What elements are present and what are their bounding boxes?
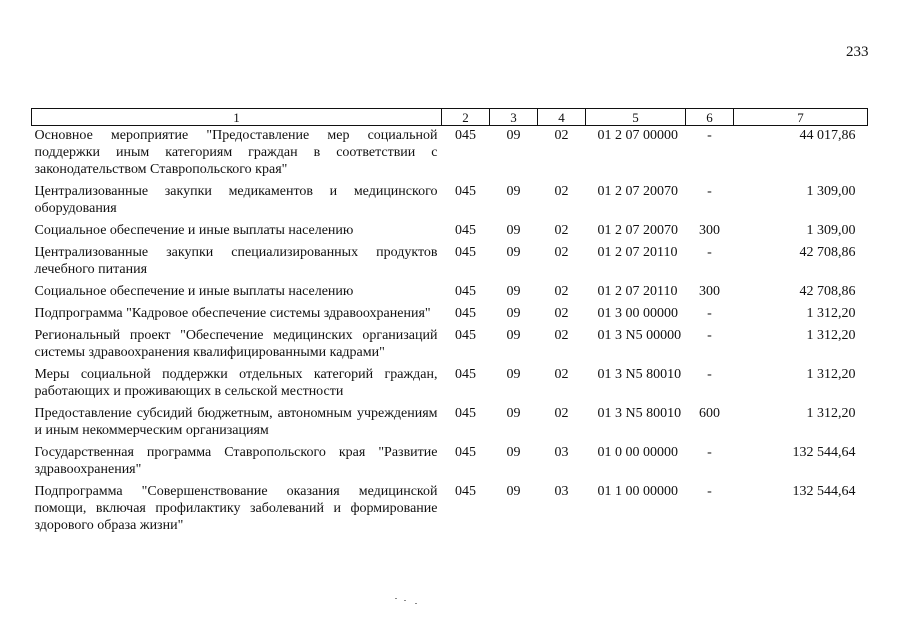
amount-cell: 44 017,86 — [799, 128, 856, 143]
section-code-cell: 09 — [506, 328, 521, 343]
ministry-code-cell: 045 — [455, 223, 476, 238]
target-article-cell: 01 1 00 00000 — [597, 484, 678, 499]
amount-cell: 42 708,86 — [799, 284, 856, 299]
amount-cell: 1 312,20 — [806, 328, 856, 343]
target-article-cell: 01 2 07 20110 — [597, 284, 678, 299]
subsection-code-cell: 03 — [554, 445, 569, 460]
section-code-cell: 09 — [506, 128, 521, 143]
row-name-cell: Основное мероприятие "Предоставление мер социальной поддержки иным категориям граждан в соответствии с законодательством Ставропольского края" — [34, 128, 438, 177]
ministry-code-cell: 045 — [455, 367, 476, 382]
section-code-cell: 09 — [506, 484, 521, 499]
column-header: 2 — [442, 109, 490, 126]
expense-type-cell: - — [707, 367, 712, 382]
section-code-cell: 09 — [506, 367, 521, 382]
amount-cell: 1 309,00 — [806, 223, 856, 238]
table-row — [32, 126, 868, 183]
target-article-cell: 01 2 07 20070 — [597, 223, 678, 238]
page-number: 233 — [846, 44, 869, 60]
table-row — [32, 326, 868, 365]
subsection-code-cell: 02 — [554, 245, 569, 260]
ministry-code-cell: 045 — [455, 306, 476, 321]
row-name-cell: Предоставление субсидий бюджетным, автономным учреждениям и иным некоммерческим организациям — [34, 406, 438, 438]
target-article-cell: 01 3 N5 80010 — [597, 367, 682, 382]
amount-cell: 132 544,64 — [792, 445, 856, 460]
section-code-cell: 09 — [506, 445, 521, 460]
amount-cell: 1 309,00 — [806, 184, 856, 199]
ministry-code-cell: 045 — [455, 484, 476, 499]
expense-type-cell: - — [707, 484, 712, 499]
ministry-code-cell: 045 — [455, 245, 476, 260]
ministry-code-cell: 045 — [455, 406, 476, 421]
amount-cell: 132 544,64 — [792, 484, 856, 499]
subsection-code-cell: 02 — [554, 406, 569, 421]
target-article-cell: 01 3 00 00000 — [597, 306, 678, 321]
subsection-code-cell: 02 — [554, 328, 569, 343]
target-article-cell: 01 3 N5 80010 — [597, 406, 682, 421]
row-name-cell: Централизованные закупки медикаментов и медицинского оборудования — [34, 184, 438, 216]
row-name-cell: Социальное обеспечение и иные выплаты населению — [34, 284, 354, 299]
section-code-cell: 09 — [506, 245, 521, 260]
table-row — [32, 282, 868, 304]
table-row — [32, 243, 868, 282]
subsection-code-cell: 02 — [554, 128, 569, 143]
section-code-cell: 09 — [506, 284, 521, 299]
scan-speck — [395, 598, 397, 599]
amount-cell: 1 312,20 — [806, 367, 856, 382]
target-article-cell: 01 2 07 00000 — [597, 128, 678, 143]
table-row — [32, 365, 868, 404]
expense-type-cell: - — [707, 245, 712, 260]
amount-cell: 1 312,20 — [806, 306, 856, 321]
header-row — [32, 109, 868, 126]
subsection-code-cell: 02 — [554, 184, 569, 199]
target-article-cell: 01 3 N5 00000 — [597, 328, 682, 343]
expense-type-cell: 300 — [699, 284, 720, 299]
column-header: 6 — [686, 109, 734, 126]
table-row — [32, 404, 868, 443]
section-code-cell: 09 — [506, 306, 521, 321]
expense-type-cell: - — [707, 445, 712, 460]
target-article-cell: 01 0 00 00000 — [597, 445, 678, 460]
row-name-cell: Подпрограмма "Кадровое обеспечение системы здравоохранения" — [34, 306, 431, 321]
target-article-cell: 01 2 07 20110 — [597, 245, 678, 260]
amount-cell: 1 312,20 — [806, 406, 856, 421]
ministry-code-cell: 045 — [455, 284, 476, 299]
scan-speck — [404, 600, 406, 601]
expense-type-cell: - — [707, 128, 712, 143]
target-article-cell: 01 2 07 20070 — [597, 184, 678, 199]
table-body — [32, 126, 868, 539]
section-code-cell: 09 — [506, 406, 521, 421]
expense-type-cell: - — [707, 306, 712, 321]
table-row — [32, 304, 868, 326]
section-code-cell: 09 — [506, 184, 521, 199]
row-name-cell: Государственная программа Ставропольского края "Развитие здравоохранения" — [34, 445, 438, 477]
table-row — [32, 482, 868, 538]
budget-table — [31, 108, 868, 538]
row-name-cell: Подпрограмма "Совершенствование оказания медицинской помощи, включая профилактику заболеваний и формирование здорового образа жизни" — [34, 484, 438, 533]
row-name-cell: Централизованные закупки специализированных продуктов лечебного питания — [34, 245, 438, 277]
table-row — [32, 221, 868, 243]
expense-type-cell: - — [707, 328, 712, 343]
subsection-code-cell: 02 — [554, 367, 569, 382]
subsection-code-cell: 02 — [554, 306, 569, 321]
column-header: 5 — [586, 109, 686, 126]
expense-type-cell: - — [707, 184, 712, 199]
ministry-code-cell: 045 — [455, 184, 476, 199]
ministry-code-cell: 045 — [455, 445, 476, 460]
column-header: 3 — [490, 109, 538, 126]
ministry-code-cell: 045 — [455, 328, 476, 343]
ministry-code-cell: 045 — [455, 128, 476, 143]
row-name-cell: Социальное обеспечение и иные выплаты населению — [34, 223, 354, 238]
subsection-code-cell: 02 — [554, 223, 569, 238]
row-name-cell: Меры социальной поддержки отдельных категорий граждан, работающих и проживающих в сельской местности — [34, 367, 438, 399]
expense-type-cell: 600 — [699, 406, 720, 421]
amount-cell: 42 708,86 — [799, 245, 856, 260]
column-header: 1 — [32, 109, 442, 126]
column-header: 4 — [538, 109, 586, 126]
row-name-cell: Региональный проект "Обеспечение медицинских организаций системы здравоохранения квалифицированными кадрами" — [34, 328, 438, 360]
table-row — [32, 443, 868, 482]
table-row — [32, 182, 868, 221]
subsection-code-cell: 02 — [554, 284, 569, 299]
scan-speck — [415, 603, 417, 604]
expense-type-cell: 300 — [699, 223, 720, 238]
column-header: 7 — [734, 109, 868, 126]
subsection-code-cell: 03 — [554, 484, 569, 499]
section-code-cell: 09 — [506, 223, 521, 238]
